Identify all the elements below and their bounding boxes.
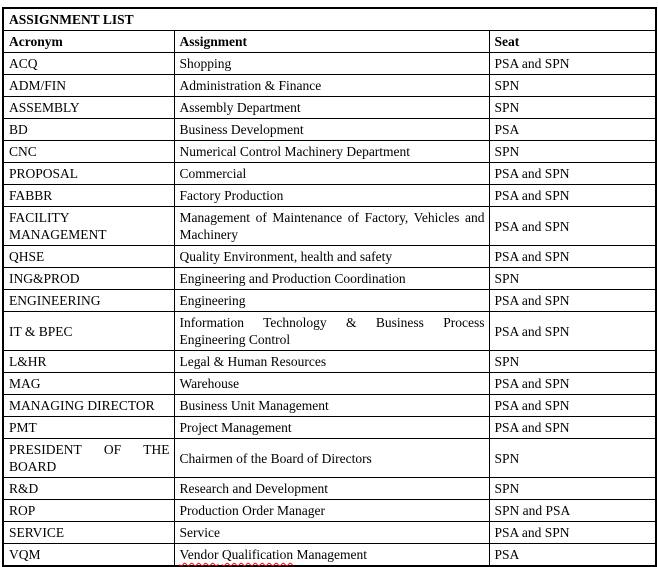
seat-cell: PSA and SPN [489,522,656,544]
assignment-cell: Production Order Manager [174,500,489,522]
seat-cell: PSA and SPN [489,53,656,75]
acronym-cell: MANAGING DIRECTOR [3,395,174,417]
acronym-cell: PMT [3,417,174,439]
table-row [3,163,656,185]
table-row [3,478,656,500]
seat-cell: SPN [489,478,656,500]
assignment-table [2,7,657,567]
misspelled-word: Vendor [179,547,219,562]
seat-cell: PSA and SPN [489,185,656,207]
table-row [3,185,656,207]
acronym-cell: FABBR [3,185,174,207]
misspelled-word: Qualification [221,547,294,562]
assignment-cell: Research and Development [174,478,489,500]
acronym-cell: ASSEMBLY [3,97,174,119]
table-row [3,351,656,373]
document-page [0,7,658,562]
title-row [3,8,656,31]
seat-cell: PSA [489,119,656,141]
table-row [3,544,656,567]
seat-cell: SPN [489,97,656,119]
table-row [3,141,656,163]
seat-cell: SPN [489,351,656,373]
table-row [3,119,656,141]
assignment-cell: Engineering [174,290,489,312]
seat-cell: SPN and PSA [489,500,656,522]
acronym-cell: MAG [3,373,174,395]
assignment-cell: Engineering and Production Coordination [174,268,489,290]
assignment-cell: Shopping [174,53,489,75]
assignment-cell: Vendor Qualification Management [174,544,489,567]
assignment-cell: Warehouse [174,373,489,395]
seat-cell: PSA and SPN [489,207,656,246]
assignment-cell: Numerical Control Machinery Department [174,141,489,163]
assignment-cell: Administration & Finance [174,75,489,97]
acronym-cell: ACQ [3,53,174,75]
acronym-cell: FACILITY MANAGEMENT [3,207,174,246]
table-row [3,246,656,268]
table-row [3,268,656,290]
acronym-cell: BD [3,119,174,141]
seat-cell: PSA [489,544,656,567]
table-row [3,439,656,478]
table-row [3,53,656,75]
seat-cell: PSA and SPN [489,417,656,439]
seat-cell: PSA and SPN [489,312,656,351]
seat-cell: SPN [489,141,656,163]
column-header-assignment: Assignment [174,31,489,53]
table-row [3,290,656,312]
assignment-cell: Management of Maintenance of Factory, Vehicles and Machinery [174,207,489,246]
assignment-cell: Assembly Department [174,97,489,119]
acronym-cell: ADM/FIN [3,75,174,97]
table-row [3,97,656,119]
table-row [3,373,656,395]
assignment-cell: Project Management [174,417,489,439]
acronym-cell: ROP [3,500,174,522]
acronym-cell: PROPOSAL [3,163,174,185]
table-row [3,500,656,522]
assignment-cell: Quality Environment, health and safety [174,246,489,268]
acronym-cell: VQM [3,544,174,567]
acronym-cell: IT & BPEC [3,312,174,351]
acronym-cell: L&HR [3,351,174,373]
table-row [3,522,656,544]
column-header-acronym: Acronym [3,31,174,53]
seat-cell: PSA and SPN [489,163,656,185]
assignment-cell: Chairmen of the Board of Directors [174,439,489,478]
seat-cell: SPN [489,268,656,290]
assignment-cell: Service [174,522,489,544]
seat-cell: SPN [489,439,656,478]
assignment-cell: Business Development [174,119,489,141]
acronym-cell: ENGINEERING [3,290,174,312]
acronym-cell: PRESIDENT OF THE BOARD [3,439,174,478]
assignment-cell: Legal & Human Resources [174,351,489,373]
header-row [3,31,656,53]
assignment-cell: Information Technology & Business Process Engineering Control [174,312,489,351]
assignment-cell: Business Unit Management [174,395,489,417]
acronym-cell: R&D [3,478,174,500]
column-header-seat: Seat [489,31,656,53]
table-row [3,207,656,246]
seat-cell: PSA and SPN [489,246,656,268]
table-row [3,75,656,97]
acronym-cell: QHSE [3,246,174,268]
seat-cell: PSA and SPN [489,290,656,312]
table-title: ASSIGNMENT LIST [3,8,656,31]
assignment-cell: Factory Production [174,185,489,207]
seat-cell: PSA and SPN [489,373,656,395]
table-row [3,312,656,351]
acronym-cell: CNC [3,141,174,163]
table-row [3,417,656,439]
assignment-cell: Commercial [174,163,489,185]
seat-cell: SPN [489,75,656,97]
acronym-cell: SERVICE [3,522,174,544]
table-row [3,395,656,417]
acronym-cell: ING&PROD [3,268,174,290]
seat-cell: PSA and SPN [489,395,656,417]
